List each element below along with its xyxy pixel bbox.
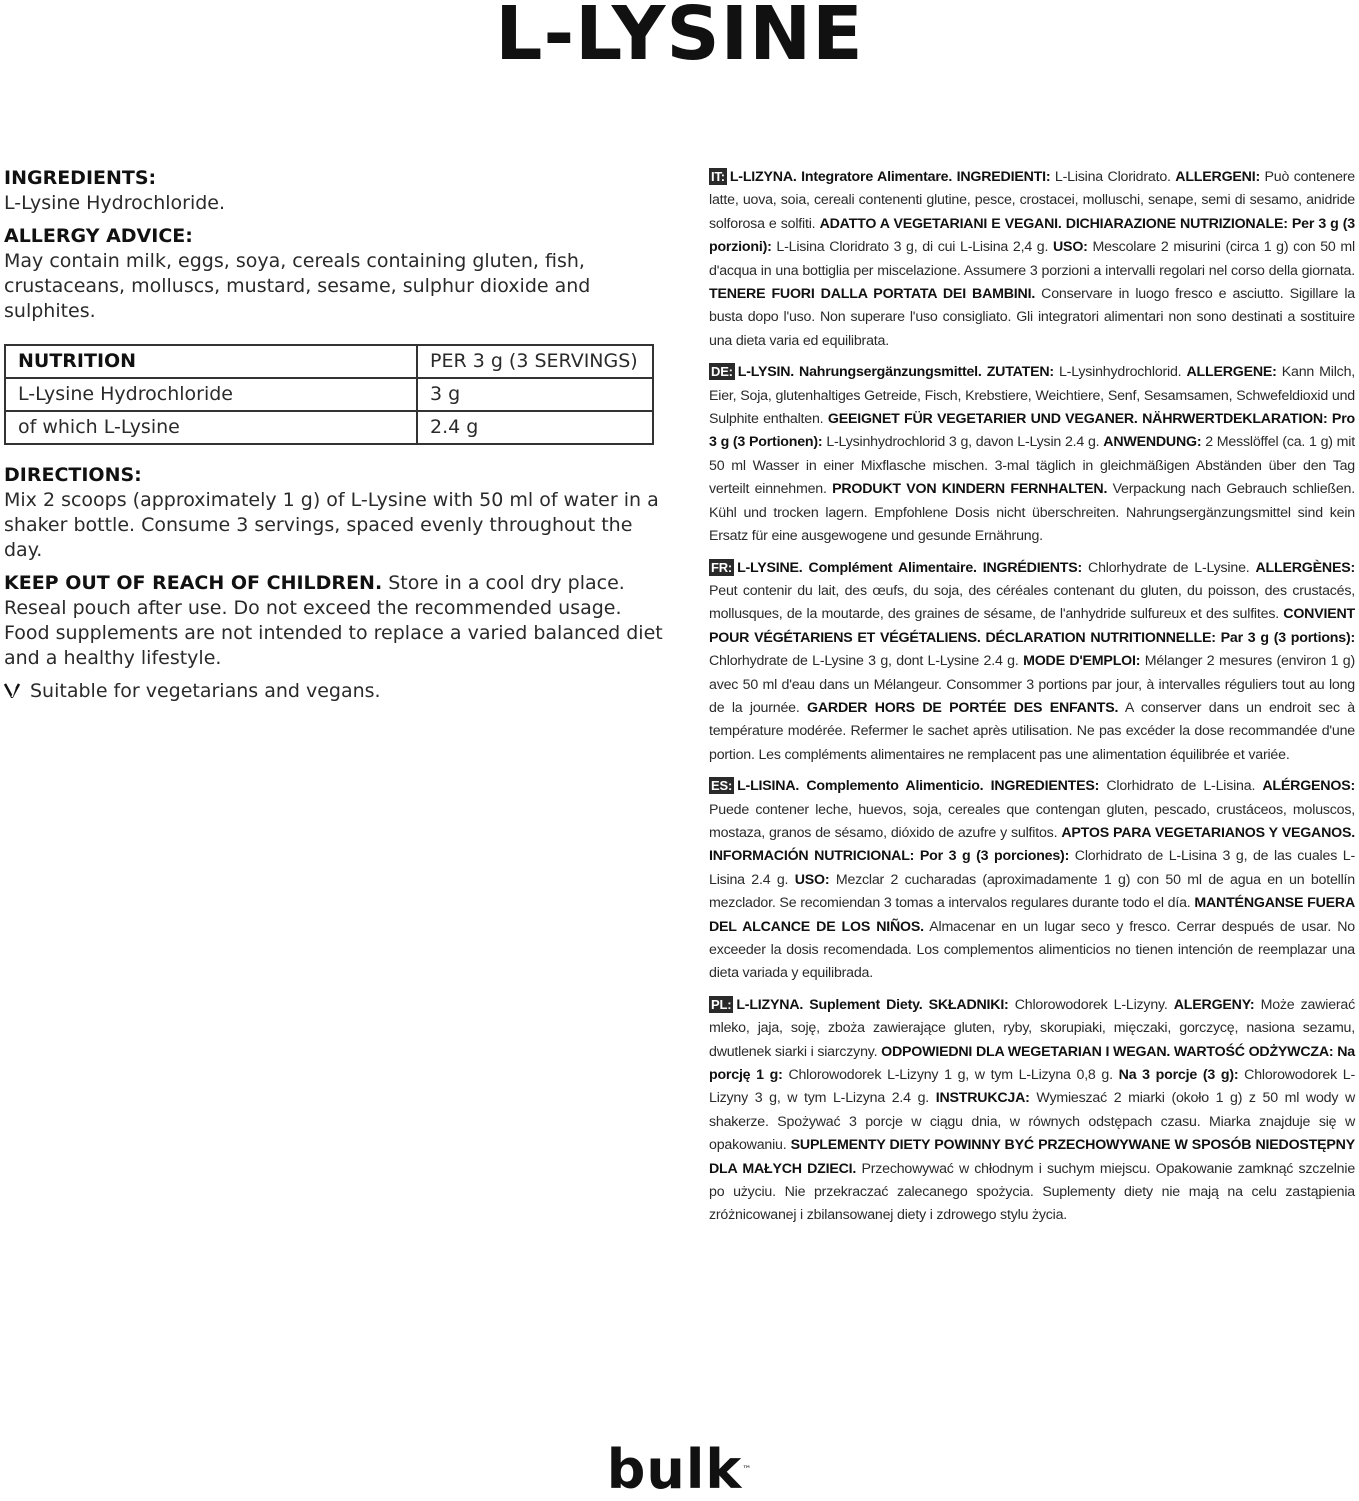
- translation-bold-text: ALLERGENI:: [1175, 169, 1260, 185]
- translation-bold-text: ALLERGÈNES:: [1255, 559, 1355, 576]
- translation-bold-text: ADATTO A VEGETARIANI E VEGANI. DICHIARAZIONE NUTRIZIONALE: Per 3 g (3 porzioni):: [709, 215, 1355, 256]
- nutrition-header-row: [5, 345, 653, 378]
- translation-bold-text: APTOS PARA VEGETARIANOS Y VEGANOS. INFORMACIÓN NUTRICIONAL: Por 3 g (3 porciones):: [709, 824, 1355, 865]
- translation-bold-text: L-LYSINE. Complément Alimentaire. INGRÉDIENTS:: [737, 559, 1083, 576]
- translation-bold-text: ALÉRGENOS:: [1262, 778, 1355, 795]
- translation-text: 2 Messlöffel (ca. 1 g) mit 50 ml Wasser in einer Mixflasche mischen. 3-mal täglich in gleichmäßigen Abständen über den Tag verteilt einnehmen.: [709, 434, 1355, 498]
- table-row: [5, 378, 653, 411]
- translation-bold-text: ODPOWIEDNI DLA WEGETARIAN I WEGAN. WARTOŚĆ ODŻYWCZA: Na porcję 1 g:: [709, 1043, 1355, 1084]
- translation-bold-text: ALLERGENE:: [1186, 364, 1277, 381]
- translation-text: L-Lisina Cloridrato 3 g, di cui L-Lisina 2,4 g.: [771, 239, 1054, 256]
- translation-text: Puede contener leche, huevos, soja, cereales que contengan gluten, pescado, crustáceos, moluscos, mostaza, granos de sésamo, dióxido de azufre y sulfitos.: [709, 801, 1355, 841]
- brand-logo: [0, 1440, 1359, 1500]
- translation-paragraph: [709, 994, 1355, 1228]
- storage-text: Store in a cool dry place. Reseal pouch after use. Do not exceed the recommended usage. Food supplements are not intended to replace a varied balanced diet and a healthy lifestyle.: [4, 572, 663, 669]
- directions-heading: DIRECTIONS:: [4, 464, 142, 486]
- language-code-badge: IT:: [711, 169, 725, 184]
- v-icon: [4, 679, 22, 704]
- page-title: L-LYSINE: [495, 0, 864, 77]
- translation-text: Mélanger 2 mesures (environ 1 g) avec 50 ml d'eau dans un Mélangeur. Consommer 3 portions par jour, à intervalles réguliers tout au long de la journée.: [709, 653, 1355, 716]
- translation-paragraph: [709, 361, 1355, 548]
- translation-text: Peut contenir du lait, des œufs, du soja, des céréales contenant du gluten, du poisson, des crustacés, mollusques, de la moutarde, des graines de sésame, de l'anhydride sulfureux et des sulfites.: [709, 582, 1355, 623]
- directions-text: Mix 2 scoops (approximately 1 g) of L-Lysine with 50 ml of water in a shaker bottle. Consume 3 servings, spaced evenly throughout the day.: [4, 489, 659, 561]
- ingredients-text: L-Lysine Hydrochloride.: [4, 192, 226, 214]
- ingredients-section: [4, 166, 664, 216]
- translation-bold-text: L-LIZYNA. Integratore Alimentare. INGREDIENTI:: [729, 169, 1051, 185]
- translation-text: Verpackung nach Gebrauch schließen. Kühl und trocken lagern. Empfohlene Dosis nicht überschreiten. Nahrungsergänzungsmittel sind kein Ersatz für eine ausgewogene und gesunde Ernährung.: [709, 481, 1355, 545]
- translation-text: A conserver dans un endroit sec à température modérée. Refermer le sachet après utilisation. Ne pas excéder la dose recommandée d'une portion. Les compléments alimentaires ne remplacent pas une alimentation équilibrée et variée.: [709, 699, 1355, 763]
- nutrient-value: 2.4 g: [417, 411, 653, 444]
- language-code-badge: PL:: [711, 996, 732, 1012]
- translation-bold-text: GEEIGNET FÜR VEGETARIER UND VEGANER. NÄHRWERTDEKLARATION: Pro 3 g (3 Portionen):: [709, 411, 1355, 451]
- allergy-heading: ALLERGY ADVICE:: [4, 225, 193, 247]
- translation-bold-text: Na 3 porcje (3 g):: [1118, 1067, 1239, 1084]
- nutrition-table: [4, 344, 654, 445]
- translation-bold-text: USO:: [1053, 239, 1088, 256]
- translation-bold-text: INSTRUKCJA:: [935, 1090, 1030, 1107]
- translation-text: Conservare in luogo fresco e asciutto. Sigillare la busta dopo l'uso. Non superare l'uso consigliato. Gli integratori alimentari non sono destinati a sostituire una dieta varia ed equilibrata.: [709, 286, 1355, 349]
- logo-text: bulk: [606, 1438, 743, 1501]
- table-row: [5, 411, 653, 444]
- translation-bold-text: ANWENDUNG:: [1103, 434, 1202, 451]
- translation-text: Almacenar en un lugar seco y fresco. Cerrar después de usar. No exceeder la dosis recomendada. Los complementos alimenticios no tienen intención de reemplazar una dieta variada y equilibrada.: [709, 918, 1355, 982]
- translation-bold-text: TENERE FUORI DALLA PORTATA DEI BAMBINI.: [709, 286, 1036, 303]
- vegan-note: [4, 679, 664, 704]
- translation-text: Clorhidrato de L-Lisina 3 g, de las cuales L-Lisina 2.4 g.: [709, 848, 1355, 888]
- translation-text: Clorhidrato de L-Lisina.: [1099, 778, 1263, 795]
- translation-bold-text: CONVIENT POUR VÉGÉTARIENS ET VÉGÉTALIENS. DÉCLARATION NUTRITIONNELLE: Par 3 g (3 portions):: [709, 606, 1355, 646]
- translation-text: L-Lysinhydrochlorid 3 g, davon L-Lysin 2.4 g.: [822, 434, 1104, 451]
- translation-paragraph: [709, 166, 1355, 353]
- translation-text: Kann Milch, Eier, Soja, glutenhaltiges Getreide, Fisch, Krebstiere, Weichtiere, Senf, Sesamsamen, Schwefeldioxid und Sulphite enthalten.: [709, 364, 1355, 428]
- translation-text: Mezclar 2 cucharadas (aproximadamente 1 g) con 50 ml de agua en un botellín mezclador. Se recomiendan 3 tomas a intervalos regulares durante todo el día.: [709, 871, 1355, 912]
- translation-bold-text: GARDER HORS DE PORTÉE DES ENFANTS.: [807, 699, 1119, 716]
- ingredients-heading: INGREDIENTS:: [4, 167, 157, 189]
- translation-text: Chlorowodorek L-Lizyny.: [1008, 996, 1174, 1013]
- translation-bold-text: L-LYSIN. Nahrungsergänzungsmittel. ZUTATEN:: [737, 364, 1054, 381]
- translation-text: Chlorowodorek L-Lizyny 3 g, w tym L-Lizyna 2.4 g.: [709, 1067, 1355, 1107]
- translation-bold-text: L-LIZYNA. Suplement Diety. SKŁADNIKI:: [736, 996, 1009, 1013]
- translation-paragraph: [709, 557, 1355, 768]
- nutrient-name: of which L-Lysine: [5, 411, 417, 444]
- english-label-panel: [4, 166, 664, 704]
- serving-col-header: PER 3 g (3 SERVINGS): [417, 345, 653, 378]
- translation-bold-text: L-LISINA. Complemento Alimenticio. INGREDIENTES:: [737, 778, 1100, 795]
- allergy-text: May contain milk, eggs, soya, cereals containing gluten, fish, crustaceans, molluscs, mustard, sesame, sulphur dioxide and sulphites.: [4, 250, 591, 322]
- storage-warning: KEEP OUT OF REACH OF CHILDREN.: [4, 572, 383, 594]
- language-code-badge: FR:: [711, 559, 733, 575]
- translation-paragraph: [709, 775, 1355, 986]
- translation-bold-text: MODE D'EMPLOI:: [1023, 653, 1141, 670]
- nutrient-value: 3 g: [417, 378, 653, 411]
- language-code-badge: DE:: [711, 364, 733, 380]
- translations-panel: [709, 166, 1355, 1236]
- nutrition-col-header: NUTRITION: [5, 345, 417, 378]
- translation-text: Può contenere latte, uova, soia, cereali contenenti glutine, pesce, crostacei, molluschi, senape, semi di sesamo, anidride solforosa e solfiti.: [709, 169, 1355, 232]
- translation-bold-text: SUPLEMENTY DIETY POWINNY BYĆ PRZECHOWYWANE W SPOSÓB NIEDOSTĘPNY DLA MAŁYCH DZIECI.: [709, 1137, 1355, 1177]
- translation-bold-text: MANTÉNGANSE FUERA DEL ALCANCE DE LOS NIÑOS.: [709, 895, 1356, 935]
- storage-section: [4, 571, 664, 671]
- vegan-text: Suitable for vegetarians and vegans.: [30, 680, 381, 702]
- directions-section: [4, 463, 664, 563]
- language-code-badge: ES:: [711, 778, 733, 794]
- translation-text: L-Lysinhydrochlorid.: [1053, 364, 1187, 381]
- translation-text: L-Lisina Cloridrato.: [1050, 169, 1176, 185]
- translation-text: Może zawierać mleko, jaja, soję, zboża zawierające gluten, ryby, skorupiaki, mięczaki, gorczycę, nasiona sezamu, dwutlenek siarki i siarczyny.: [709, 996, 1355, 1060]
- translation-text: Przechowywać w chłodnym i suchym miejscu. Opakowanie zamknąć szczelnie po użyciu. Nie przekraczać zalecanego spożycia. Suplementy diety nie mają na celu zastąpienia zróżnicowanej i zbilansowanej diety i zdrowego stylu życia.: [709, 1160, 1356, 1224]
- trademark-mark: ™: [742, 1465, 753, 1475]
- translation-text: Chlorhydrate de L-Lysine.: [1082, 559, 1256, 576]
- translation-text: Mescolare 2 misurini (circa 1 g) con 50 ml d'acqua in una bottiglia per miscelazione. Assumere 3 porzioni a intervalli regolari nel corso della giornata.: [709, 239, 1355, 279]
- nutrient-name: L-Lysine Hydrochloride: [5, 378, 417, 411]
- translation-text: Chlorowodorek L-Lizyny 1 g, w tym L-Lizyna 0,8 g.: [782, 1067, 1119, 1084]
- translation-text: Chlorhydrate de L-Lysine 3 g, dont L-Lysine 2.4 g.: [709, 653, 1024, 670]
- translation-bold-text: USO:: [794, 871, 830, 888]
- translation-text: Wymieszać 2 miarki (około 1 g) z 50 ml wody w shakerze. Spożywać 3 porcje w ciągu dnia, w równych odstępach czasu. Miarka znajduje się w opakowaniu.: [709, 1090, 1355, 1154]
- allergy-section: [4, 224, 664, 324]
- translation-bold-text: PRODUKT VON KINDERN FERNHALTEN.: [832, 481, 1108, 498]
- translation-bold-text: ALERGENY:: [1173, 996, 1255, 1013]
